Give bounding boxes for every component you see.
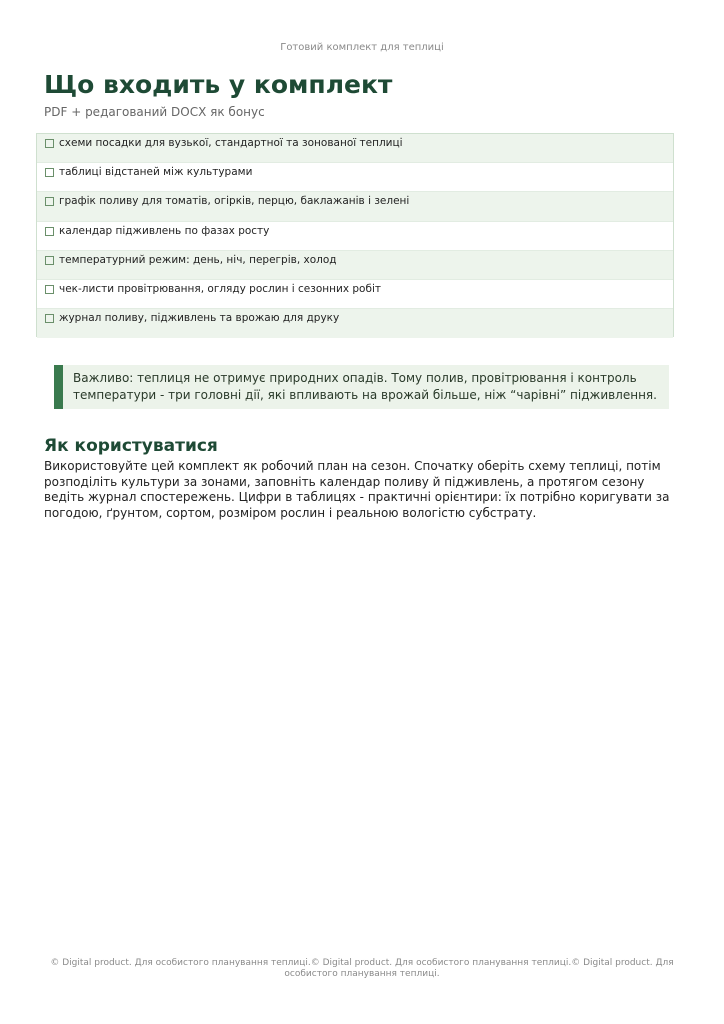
usage-body: Використовуйте цей комплект як робочий план на сезон. Спочатку оберіть схему теплиці, потім розподіліть культури за зонами, заповніть календар поливу й підживлень, а протягом сезону ведіть журнал спостережень. Цифри в таблицях - практичні орієнтири: їх потрібно коригувати за погодою, ґрунтом, сортом, розміром рослин і реальною вологістю субстрату.	[44, 459, 670, 520]
callout-text: Важливо: теплиця не отримує природних опадів. Тому полив, провітрювання і контроль температури - три головні дії, які впливають на врожай більше, ніж “чарівні” підживлення.	[73, 371, 657, 402]
checklist-item	[37, 222, 673, 251]
page-title: Що входить у комплект	[44, 70, 393, 99]
checklist-item	[37, 251, 673, 280]
checklist-item	[37, 134, 673, 163]
checklist-item	[37, 280, 673, 309]
important-callout	[54, 365, 669, 409]
checkbox-icon	[45, 256, 54, 265]
checklist-item-label: температурний режим: день, ніч, перегрів, холод	[59, 253, 337, 266]
page-footer: © Digital product. Для особистого планування теплиці.© Digital product. Для особистого планування теплиці.© Digital product. Для особистого планування теплиці.	[50, 958, 674, 979]
checklist-item-label: календар підживлень по фазах росту	[59, 224, 270, 237]
checkbox-icon	[45, 168, 54, 177]
checklist-item-label: схеми посадки для вузької, стандартної та зонованої теплиці	[59, 137, 403, 149]
checklist-item	[37, 192, 673, 221]
checklist-item	[37, 309, 673, 338]
contents-checklist	[36, 133, 674, 337]
usage-heading: Як користуватися	[44, 436, 218, 456]
checkbox-icon	[45, 227, 54, 236]
page-subtitle: PDF + редагований DOCX як бонус	[44, 105, 265, 119]
checklist-item-label: журнал поливу, підживлень та врожаю для друку	[59, 312, 340, 325]
page-header: Готовий комплект для теплиці	[280, 42, 444, 53]
checkbox-icon	[45, 139, 54, 148]
checklist-item-label: таблиці відстаней між культурами	[59, 166, 253, 179]
checklist-item-label: чек-листи провітрювання, огляду рослин і сезонних робіт	[59, 282, 381, 295]
checkbox-icon	[45, 285, 54, 294]
checkbox-icon	[45, 197, 54, 206]
checklist-item	[37, 163, 673, 192]
checkbox-icon	[45, 314, 54, 323]
checklist-item-label: графік поливу для томатів, огірків, перцю, баклажанів і зелені	[59, 195, 410, 208]
